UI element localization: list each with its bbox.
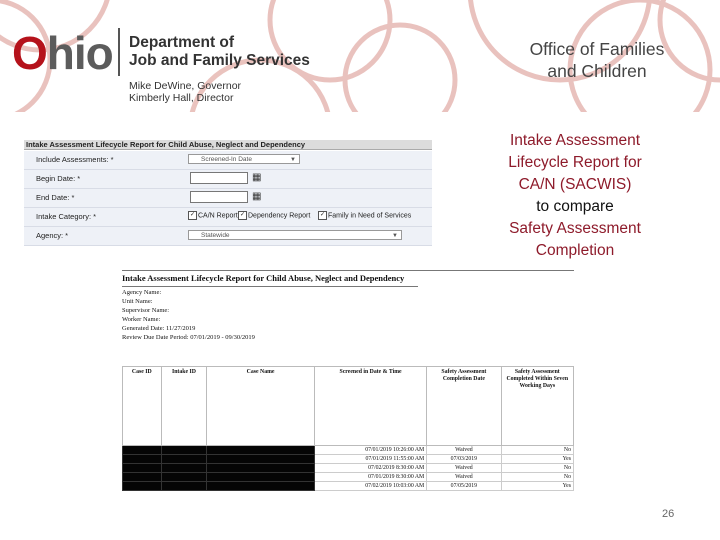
generated-date: Generated Date: 11/27/2019 [122, 325, 196, 332]
agency-name-label: Agency Name: [122, 289, 162, 296]
table-row [123, 464, 574, 473]
logo-divider [118, 28, 120, 76]
table-row [123, 473, 574, 482]
calendar-icon[interactable]: ▦ [252, 172, 262, 183]
completion-cell: Waived [427, 464, 501, 473]
chevron-down-icon: ▼ [290, 157, 296, 163]
table-row [123, 446, 574, 455]
redacted-cell [161, 482, 207, 491]
redacted-cell [161, 464, 207, 473]
redacted-cell [207, 446, 315, 455]
redacted-cell [123, 473, 162, 482]
end-date-row [24, 189, 432, 208]
leadership-names: Mike DeWine, Governor Kimberly Hall, Director [129, 80, 242, 104]
report-top-rule [122, 270, 574, 271]
redacted-cell [161, 455, 207, 464]
within-cell: No [501, 473, 573, 482]
redacted-cell [123, 446, 162, 455]
begin-date-input[interactable] [190, 172, 248, 184]
screened-cell: 07/02/2019 10:03:00 AM [314, 482, 426, 491]
agency-header [0, 0, 720, 112]
unit-name-label: Unit Name: [122, 298, 153, 305]
within-cell: No [501, 446, 573, 455]
col-intake-id: Intake ID [161, 367, 207, 446]
redacted-cell [123, 482, 162, 491]
slide-description: Intake Assessment Lifecycle Report for CA/N (SACWIS) to compare Safety Assessment Completion [508, 132, 642, 259]
can-report-checkbox[interactable]: ✓ CA/N Report [189, 212, 238, 220]
include-assessments-label: Include Assessments: * [36, 155, 114, 164]
table-header-row [123, 367, 574, 446]
redacted-cell [123, 455, 162, 464]
screened-cell: 07/02/2019 8:30:00 AM [314, 464, 426, 473]
include-assessments-row [24, 151, 432, 170]
end-date-input[interactable] [190, 191, 248, 203]
page-number: 26 [662, 508, 675, 520]
checkmark-icon: ✓ [319, 212, 326, 218]
table-row [123, 455, 574, 464]
agency-label: Agency: * [36, 231, 69, 240]
redacted-cell [161, 446, 207, 455]
col-completion-date: Safety Assessment Completion Date [427, 367, 501, 446]
report-title-rule [122, 286, 418, 287]
report-title: Intake Assessment Lifecycle Report for Child Abuse, Neglect and Dependency [122, 273, 405, 283]
completion-cell: 07/03/2019 [427, 455, 501, 464]
screened-cell: 07/01/2019 8:30:00 AM [314, 473, 426, 482]
col-case-name: Case Name [207, 367, 315, 446]
table-row [123, 482, 574, 491]
checkmark-icon: ✓ [239, 212, 246, 218]
intake-category-label: Intake Category: * [36, 212, 97, 221]
within-cell: Yes [501, 482, 573, 491]
within-cell: Yes [501, 455, 573, 464]
lifecycle-report [122, 268, 574, 490]
col-screened-date: Screened in Date & Time [314, 367, 426, 446]
chevron-down-icon: ▼ [392, 233, 398, 239]
fins-checkbox[interactable]: ✓ Family in Need of Services [319, 212, 412, 220]
department-name: Department of Job and Family Services [129, 34, 310, 69]
agency-row [24, 227, 432, 246]
completion-cell: Waived [427, 473, 501, 482]
ohio-logo: Ohio [12, 27, 113, 79]
dependency-report-checkbox[interactable]: ✓ Dependency Report [239, 212, 311, 220]
agency-select[interactable]: Statewide ▼ [188, 230, 402, 240]
col-case-id: Case ID [123, 367, 162, 446]
redacted-cell [161, 473, 207, 482]
office-name: Office of Families and Children [529, 39, 665, 81]
include-assessments-select[interactable]: Screened-In Date ▼ [188, 154, 300, 164]
calendar-icon[interactable]: ▦ [252, 191, 262, 202]
form-title: Intake Assessment Lifecycle Report for Child Abuse, Neglect and Dependency [24, 140, 432, 150]
report-parameters-form [24, 140, 432, 250]
redacted-cell [207, 455, 315, 464]
screened-cell: 07/01/2019 10:26:00 AM [314, 446, 426, 455]
end-date-label: End Date: * [36, 193, 75, 202]
completion-cell: Waived [427, 446, 501, 455]
review-period: Review Due Date Period: 07/01/2019 - 09/30/2019 [122, 334, 255, 341]
begin-date-row [24, 170, 432, 189]
worker-name-label: Worker Name: [122, 316, 161, 323]
completion-cell: 07/05/2019 [427, 482, 501, 491]
checkmark-icon: ✓ [189, 212, 196, 218]
redacted-cell [207, 464, 315, 473]
redacted-cell [207, 482, 315, 491]
report-table [122, 366, 574, 491]
redacted-cell [207, 473, 315, 482]
screened-cell: 07/01/2019 11:55:00 AM [314, 455, 426, 464]
supervisor-name-label: Supervisor Name: [122, 307, 170, 314]
redacted-cell [123, 464, 162, 473]
within-cell: No [501, 464, 573, 473]
col-within-seven-days: Safety Assessment Completed Within Seven Working Days [501, 367, 573, 446]
intake-category-row [24, 208, 432, 227]
begin-date-label: Begin Date: * [36, 174, 81, 183]
